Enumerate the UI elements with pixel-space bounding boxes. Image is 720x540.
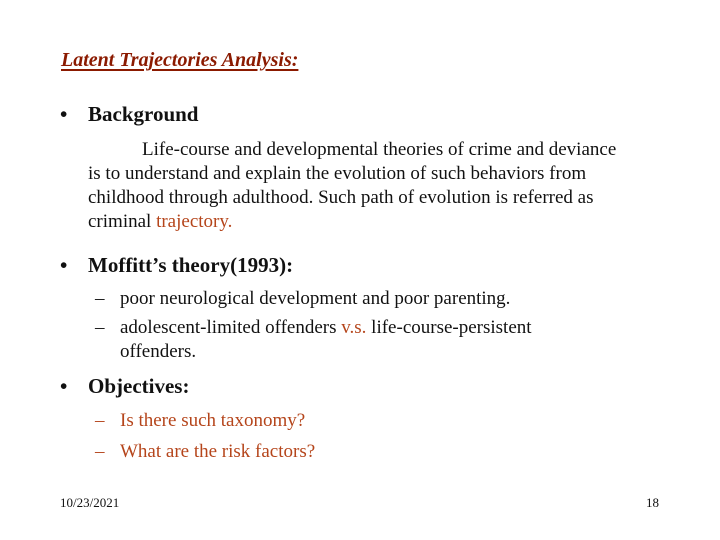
bullet-marker: • — [60, 102, 68, 126]
sub-item-text: poor neurological development and poor parenting. — [120, 288, 511, 309]
footer-page-number: 18 — [646, 495, 659, 510]
bullet-heading: Moffitt’s theory(1993): — [88, 253, 294, 277]
bullet-moffitt-theory — [60, 253, 293, 278]
bullet-heading: Objectives: — [88, 374, 190, 398]
dash-marker: – — [95, 410, 105, 431]
sub-item-continuation: offenders. — [120, 341, 197, 362]
objective-text: What are the risk factors? — [120, 441, 316, 462]
dash-marker: – — [95, 288, 105, 309]
trajectory-highlight: trajectory. — [156, 211, 233, 232]
sub-item-text-after: life-course-persistent — [366, 317, 532, 338]
sub-item — [95, 316, 532, 364]
footer-date: 10/23/2021 — [60, 495, 120, 510]
bullet-objectives — [60, 374, 189, 399]
bullet-heading: Background — [88, 102, 199, 126]
bullet-marker: • — [60, 253, 68, 277]
sub-item-text: adolescent-limited offenders — [120, 317, 342, 338]
sub-item — [95, 287, 510, 311]
objective-text: Is there such taxonomy? — [120, 410, 306, 431]
dash-marker: – — [95, 441, 105, 462]
bullet-background — [60, 102, 199, 127]
paragraph-text: Life-course and developmental theories of crime and deviance is to understand and explain the evolution of such behaviors from childhood through adulthood. Such path of evolution is referred as criminal — [88, 139, 617, 232]
objective-item — [95, 409, 305, 433]
vs-highlight: v.s. — [341, 317, 367, 338]
slide-title: Latent Trajectories Analysis: — [61, 49, 299, 71]
background-paragraph — [88, 138, 628, 234]
bullet-marker: • — [60, 374, 68, 398]
dash-marker: – — [95, 317, 105, 338]
objective-item — [95, 440, 315, 464]
